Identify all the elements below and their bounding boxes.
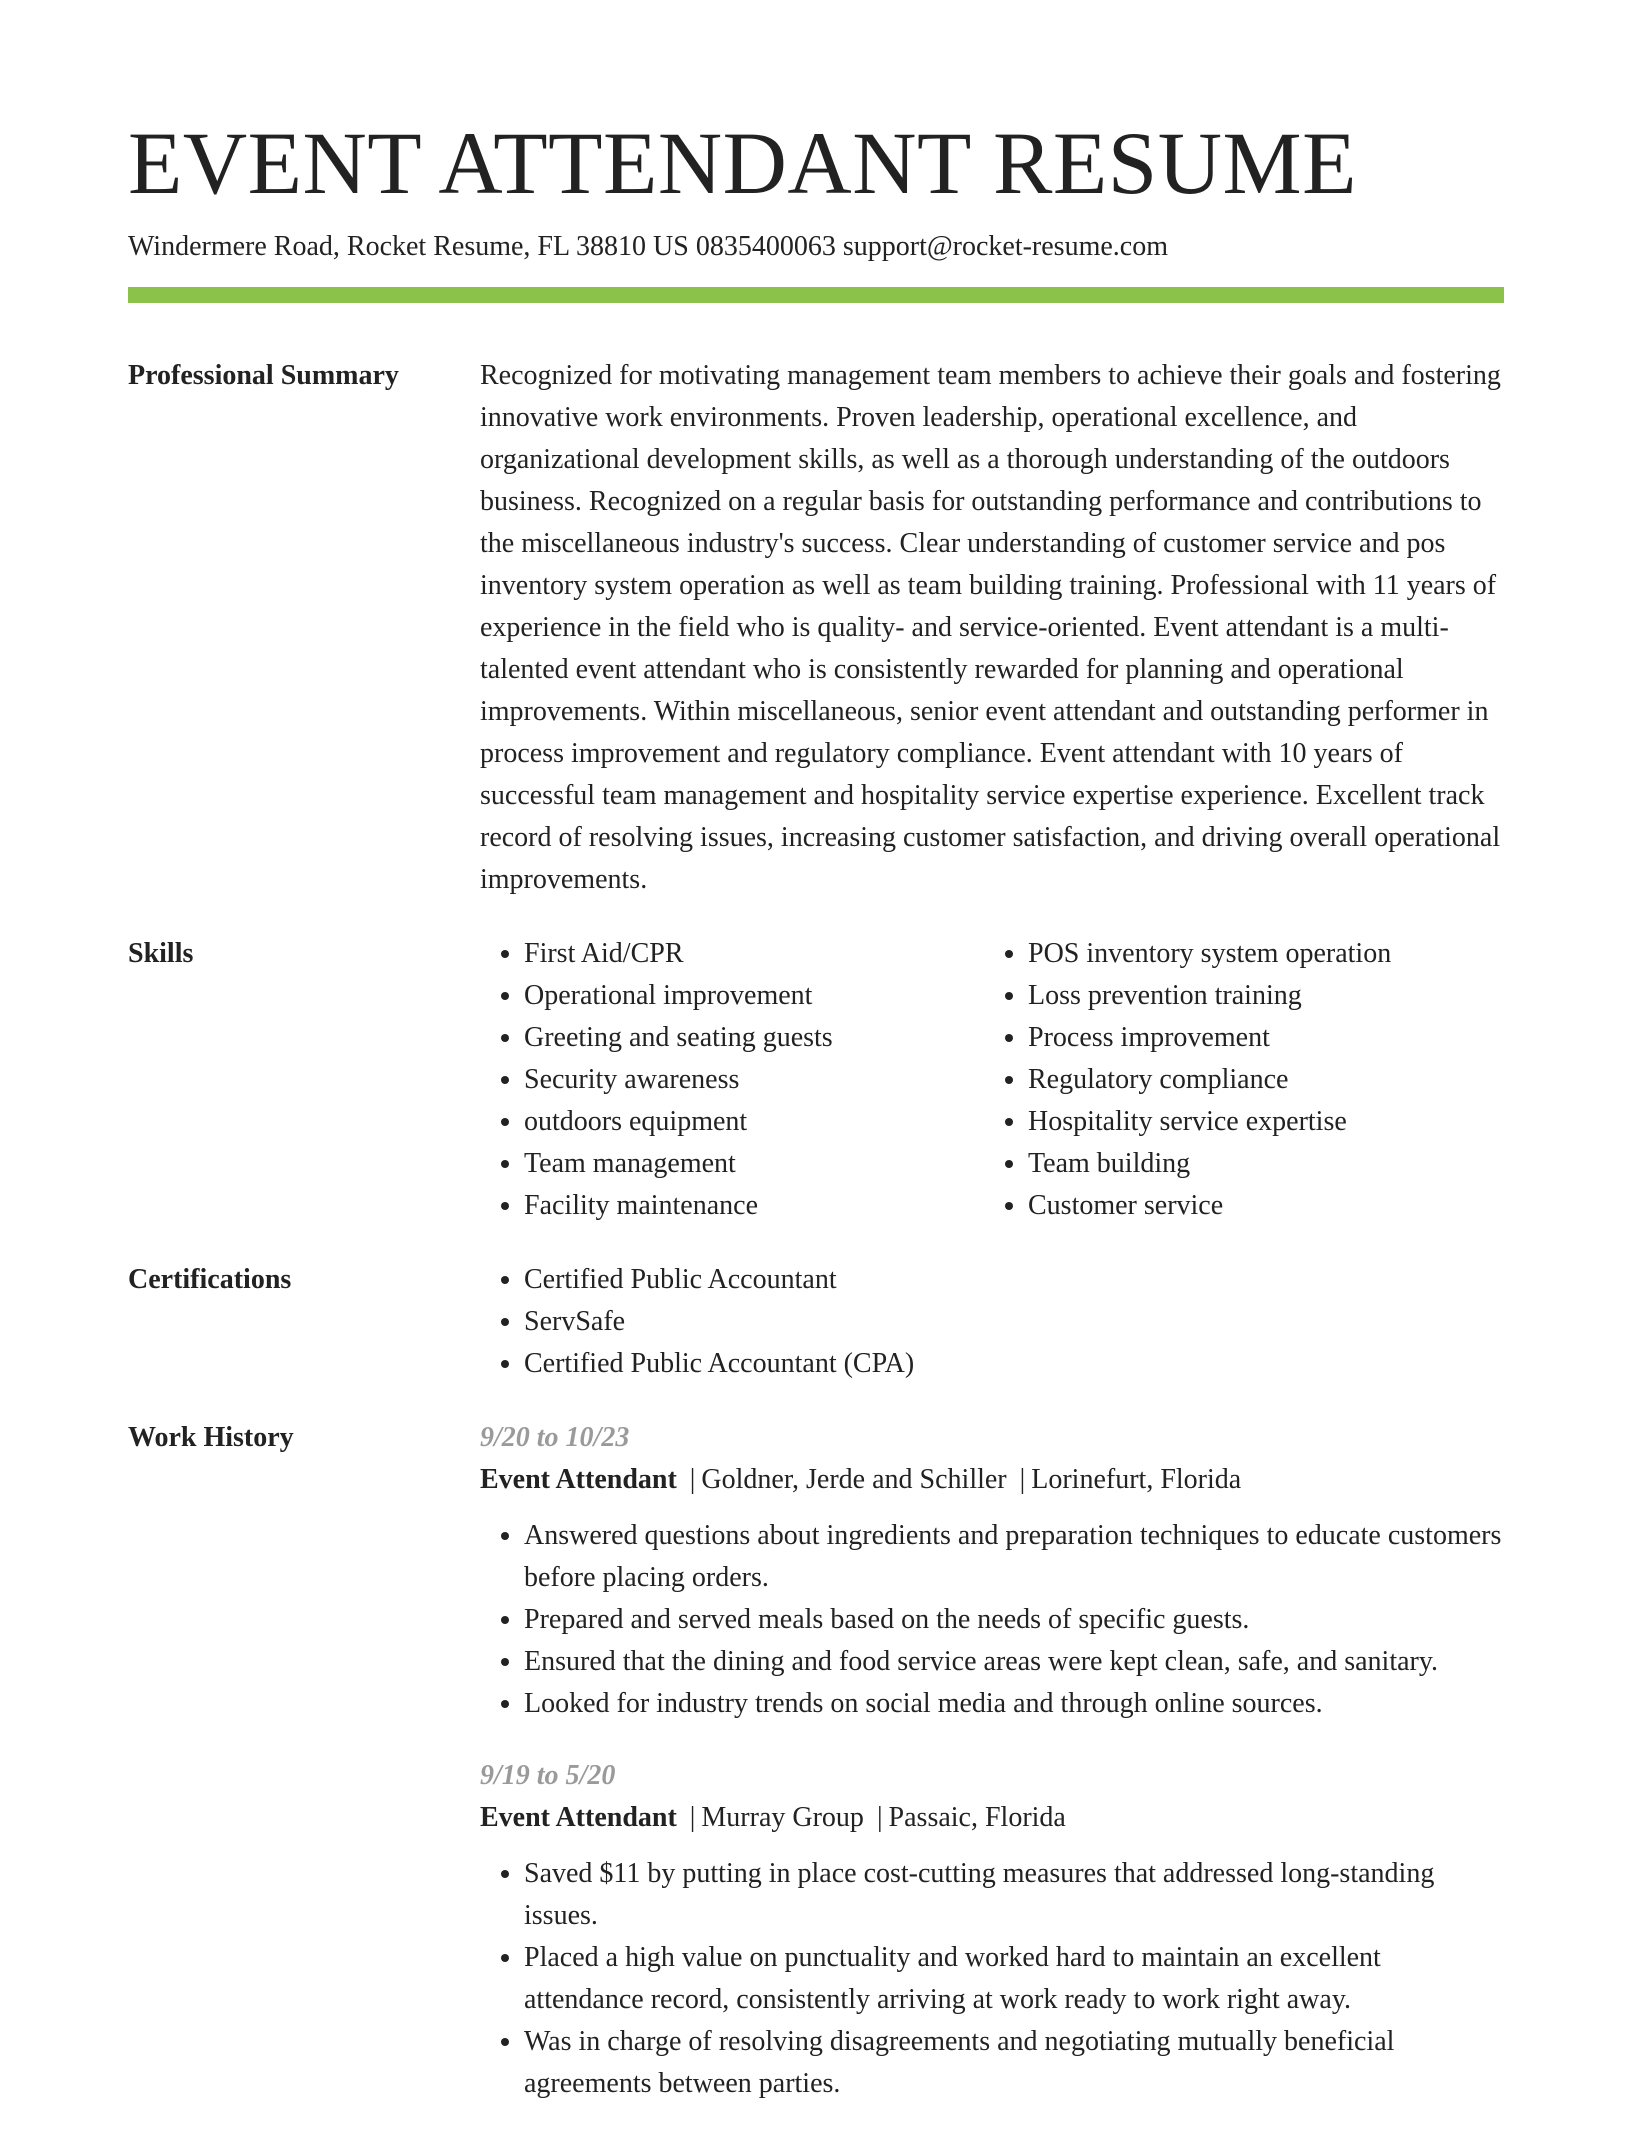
certification-item: • Certified Public Accountant [524, 1259, 1504, 1301]
job-heading [480, 1797, 1504, 1839]
separator: | [876, 1801, 883, 1833]
certification-item: • ServSafe [524, 1301, 1504, 1343]
skill-item: • POS inventory system operation [1028, 933, 1488, 975]
summary-section [128, 355, 1504, 901]
skills-list-right [984, 933, 1488, 1227]
job-location: Lorinefurt, Florida [1031, 1463, 1242, 1495]
skill-item: • First Aid/CPR [524, 933, 984, 975]
skill-item: • Facility maintenance [524, 1185, 984, 1227]
job-duty: • Was in charge of resolving disagreements and negotiating mutually beneficial agreements between parties. [524, 2021, 1504, 2105]
header-divider [128, 287, 1504, 303]
skills-list-left [480, 933, 984, 1227]
skill-item: • Process improvement [1028, 1017, 1488, 1059]
separator: | [689, 1463, 696, 1495]
job-duties-list [480, 1515, 1504, 1725]
job-duty: • Saved $11 by putting in place cost-cutting measures that addressed long-standing issues. [524, 1853, 1504, 1937]
skill-item: • Team management [524, 1143, 984, 1185]
job-entry [480, 1755, 1504, 2105]
skill-item: • Team building [1028, 1143, 1488, 1185]
summary-text: Recognized for motivating management team members to achieve their goals and fostering innovative work environments. Proven leadership, operational excellence, and organizational development skills, as well as a thorough understanding of the outdoors business. Recognized on a regular basis for outstanding performance and contributions to the miscellaneous industry's success. Clear understanding of customer service and pos inventory system operation as well as team building training. Professional with 11 years of experience in the field who is quality- and service-oriented. Event attendant is a multi-talented event attendant who is consistently rewarded for planning and operational improvements. Within miscellaneous, senior event attendant and outstanding performer in process improvement and regulatory compliance. Event attendant with 10 years of successful team management and hospitality service expertise experience. Excellent track record of resolving issues, increasing customer satisfaction, and driving overall operational improvements. [480, 359, 1501, 895]
job-duties-list [480, 1853, 1504, 2105]
skills-column-left [480, 933, 984, 1227]
skills-heading: Skills [128, 937, 194, 969]
job-company: Murray Group [701, 1801, 864, 1833]
skill-item: • Loss prevention training [1028, 975, 1488, 1017]
job-location: Passaic, Florida [888, 1801, 1066, 1833]
skill-item: • Customer service [1028, 1185, 1488, 1227]
summary-heading: Professional Summary [128, 359, 399, 391]
certifications-heading: Certifications [128, 1263, 292, 1295]
job-title: Event Attendant [480, 1801, 677, 1833]
separator: | [689, 1801, 696, 1833]
skill-item: • Regulatory compliance [1028, 1059, 1488, 1101]
job-duty: • Placed a high value on punctuality and worked hard to maintain an excellent attendance record, consistently arriving at work ready to work right away. [524, 1937, 1504, 2021]
job-duty: • Ensured that the dining and food service areas were kept clean, safe, and sanitary. [524, 1641, 1504, 1683]
job-duty: • Looked for industry trends on social media and through online sources. [524, 1683, 1504, 1725]
job-heading [480, 1459, 1504, 1501]
skill-item: • Security awareness [524, 1059, 984, 1101]
work-history-section [128, 1417, 1504, 2135]
certification-item: • Certified Public Accountant (CPA) [524, 1343, 1504, 1385]
job-dates: 9/19 to 5/20 [480, 1759, 616, 1791]
skills-body [480, 933, 1504, 1227]
skills-column-right [984, 933, 1488, 1227]
job-dates: 9/20 to 10/23 [480, 1421, 630, 1453]
separator: | [1019, 1463, 1026, 1495]
certifications-body [480, 1259, 1504, 1385]
job-duty: • Prepared and served meals based on the needs of specific guests. [524, 1599, 1504, 1641]
skill-item: • Hospitality service expertise [1028, 1101, 1488, 1143]
skills-section [128, 933, 1504, 1227]
job-entry [480, 1417, 1504, 1725]
certifications-list [480, 1259, 1504, 1385]
job-company: Goldner, Jerde and Schiller [701, 1463, 1007, 1495]
job-duty: • Answered questions about ingredients and preparation techniques to educate customers before placing orders. [524, 1515, 1504, 1599]
certifications-section [128, 1259, 1504, 1385]
skill-item: • Greeting and seating guests [524, 1017, 984, 1059]
summary-body [480, 355, 1504, 901]
contact-info: Windermere Road, Rocket Resume, FL 38810 US 0835400063 support@rocket-resume.com [128, 231, 1168, 263]
skill-item: • Operational improvement [524, 975, 984, 1017]
work-history-heading: Work History [128, 1421, 294, 1453]
resume-title: EVENT ATTENDANT RESUME [128, 115, 1357, 213]
work-history-body [480, 1417, 1504, 2135]
job-title: Event Attendant [480, 1463, 677, 1495]
skill-item: • outdoors equipment [524, 1101, 984, 1143]
